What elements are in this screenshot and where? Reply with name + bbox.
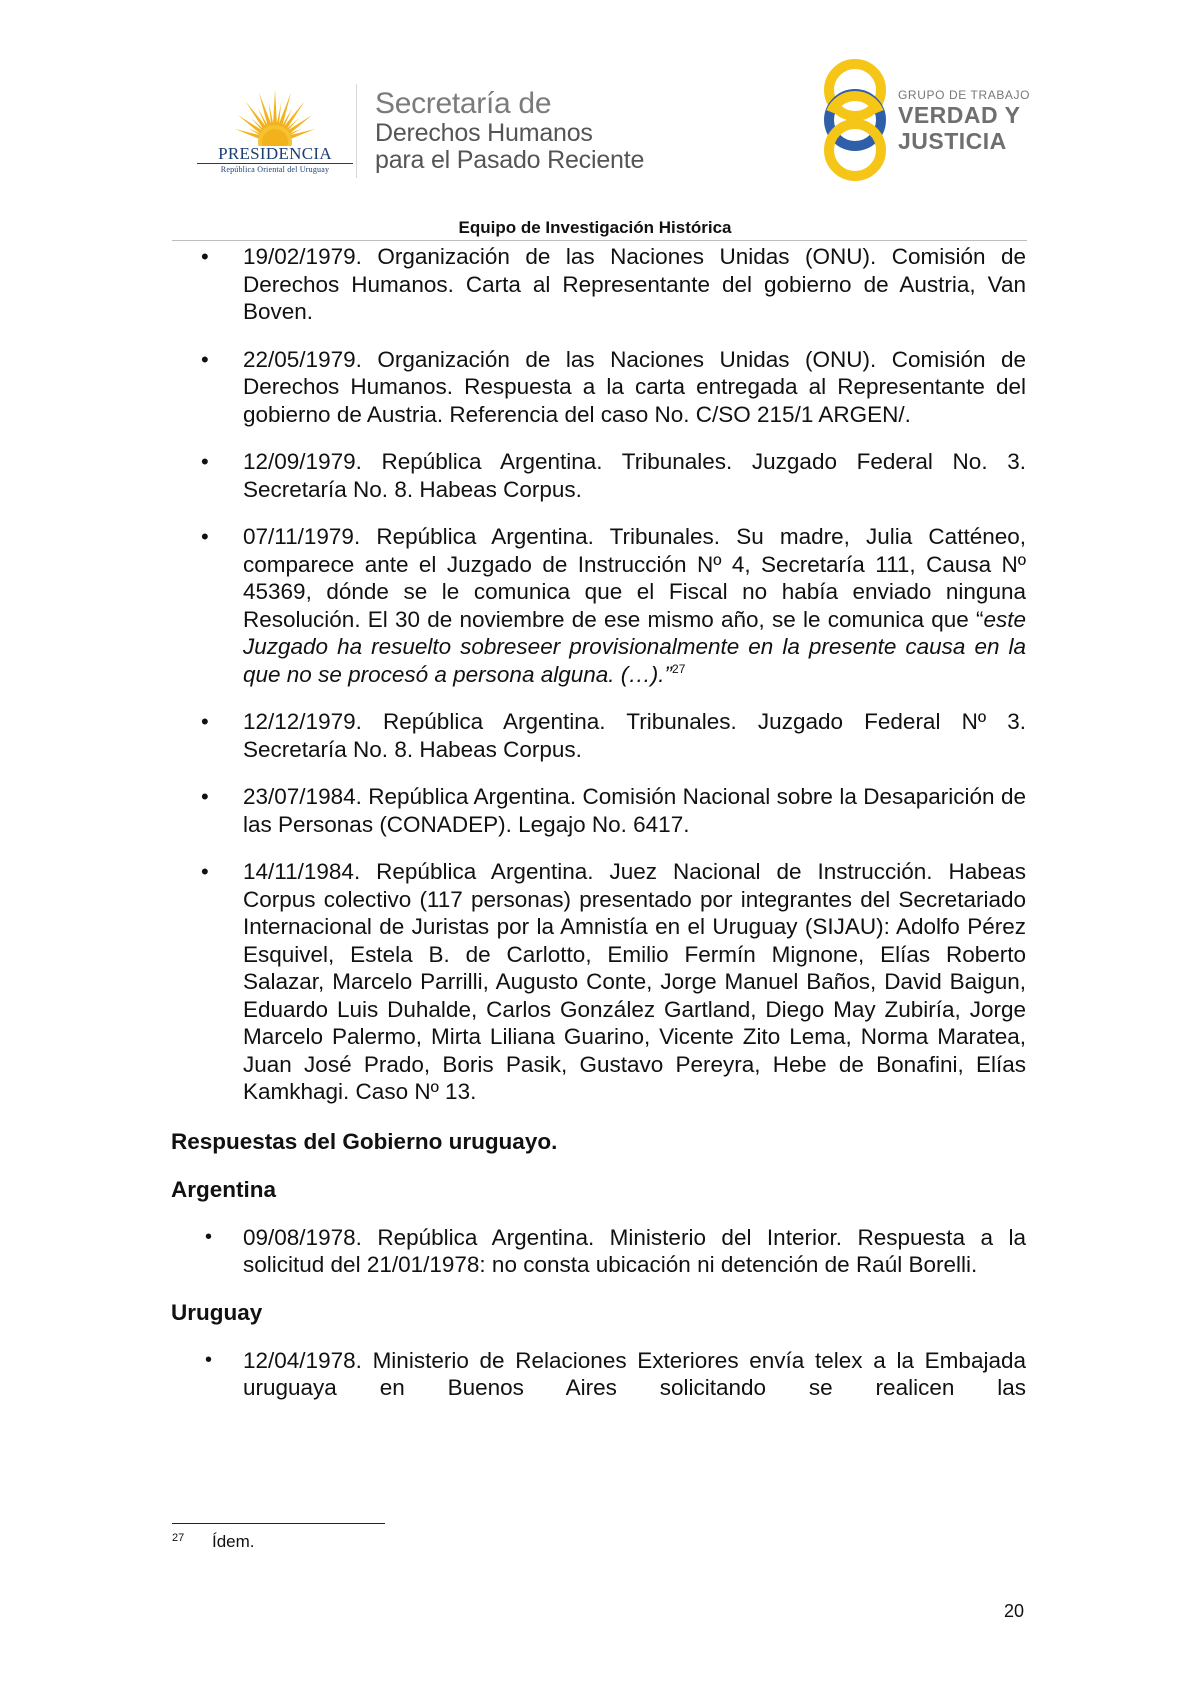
bullet-icon: • xyxy=(201,449,209,474)
verdad-justicia-logo xyxy=(820,56,1030,184)
list-item xyxy=(171,1224,1026,1279)
team-title: Equipo de Investigación Histórica xyxy=(458,218,732,237)
closing-quote: ” xyxy=(664,661,673,687)
secretaria-line-3: para el Pasado Reciente xyxy=(375,146,645,174)
list-item-text: 12/12/1979. República Argentina. Tribunales. Juzgado Federal Nº 3. Secretaría No. 8. Habeas Corpus. xyxy=(243,709,1026,762)
list-item-text: 12/09/1979. República Argentina. Tribunales. Juzgado Federal No. 3. Secretaría No. 8. Habeas Corpus. xyxy=(243,449,1026,502)
list-item-text: 19/02/1979. Organización de las Naciones Unidas (ONU). Comisión de Derechos Humanos. Carta al Representante del gobierno de Austria, Van Boven. xyxy=(243,244,1026,324)
list-item xyxy=(171,346,1026,429)
secretaria-line-2: Derechos Humanos xyxy=(375,119,593,147)
document-body xyxy=(171,243,1026,1422)
list-item-text: 12/04/1978. Ministerio de Relaciones Exteriores envía telex a la Embajada uruguaya en Buenos Aires solicitando se realicen las xyxy=(243,1347,1026,1400)
interlocking-rings-icon xyxy=(820,56,890,184)
list-item-text: 14/11/1984. República Argentina. Juez Nacional de Instrucción. Habeas Corpus colectivo (117 personas) presentado por integrantes del Secretariado Internacional de Juristas por la Amnistía en el Uruguay (SIJAU): Adolfo Pérez Esquivel, Estela B. de Carlotto, Emilio Fermín Mignone, Elías Roberto Salazar, Marcelo Parrilli, Augusto Conte, Jorge Manuel Baños, David Baigun, Eduardo Luis Duhalde, Carlos González Gartland, Diego May Zubiría, Jorge Marcelo Palermo, Mirta Liliana Guarino, Vicente Zito Lema, Norma Maratea, Juan José Prado, Boris Pasik, Gustavo Pereyra, Hebe de Bonafini, Elías Kamkhagi. Caso Nº 13. xyxy=(243,859,1026,1104)
subsection-heading-argentina: Argentina xyxy=(171,1176,277,1202)
page-number: 20 xyxy=(1004,1601,1025,1621)
list-item xyxy=(171,523,1026,688)
quoted-resolution: este Juzgado ha resuelto sobreseer provisionalmente en la presente causa en la que no se procesó a persona alguna. (…). xyxy=(243,606,1026,687)
presidencia-logo xyxy=(197,84,353,180)
bullet-icon: • xyxy=(205,1348,213,1371)
footnote xyxy=(172,1532,255,1552)
list-item-text: 09/08/1978. República Argentina. Ministerio del Interior. Respuesta a la solicitud del 21/01/1978: no consta ubicación ni detención de Raúl Borelli. xyxy=(243,1224,1026,1277)
gtvj-line-3: JUSTICIA xyxy=(898,128,1007,154)
bullet-icon: • xyxy=(201,346,209,372)
footnote-reference[interactable]: 27 xyxy=(672,661,686,676)
presidencia-rule xyxy=(197,163,353,164)
gtvj-line-2: VERDAD Y xyxy=(898,102,1021,128)
event-list xyxy=(171,243,1026,1106)
subsection-heading-uruguay: Uruguay xyxy=(171,1299,263,1325)
list-item-text: 23/07/1984. República Argentina. Comisión Nacional sobre la Desaparición de las Personas (CONADEP). Legajo No. 6417. xyxy=(243,784,1026,837)
list-item-text: 07/11/1979. República Argentina. Tribunales. Su madre, Julia Catténeo, comparece ante el Juzgado de Instrucción Nº 4, Secretaría 111, Causa Nº 45369, dónde se le comunica que el Fiscal no había enviado ninguna Resolución. El 30 de noviembre de ese mismo año, se le comunica que “ xyxy=(243,524,1026,632)
list-item xyxy=(171,243,1026,326)
header-divider xyxy=(356,84,357,178)
list-item xyxy=(171,708,1026,763)
uruguay-list xyxy=(171,1347,1026,1402)
footnote-separator xyxy=(172,1523,385,1524)
bullet-icon: • xyxy=(201,524,209,549)
section-heading: Respuestas del Gobierno uruguayo. xyxy=(171,1128,558,1154)
argentina-list xyxy=(171,1224,1026,1279)
list-item xyxy=(171,783,1026,838)
header-rule xyxy=(172,240,1027,241)
list-item xyxy=(171,858,1026,1106)
bullet-icon: • xyxy=(201,784,209,809)
secretaria-line-1: Secretaría de xyxy=(375,87,552,120)
bullet-icon: • xyxy=(201,859,209,884)
presidencia-wordmark: PRESIDENCIA xyxy=(218,144,332,163)
presidencia-subtitle: República Oriental del Uruguay xyxy=(220,165,330,174)
bullet-icon: • xyxy=(201,709,209,734)
gtvj-line-2-3 xyxy=(898,102,1020,154)
secretaria-wordmark xyxy=(375,88,644,174)
bullet-icon: • xyxy=(201,244,209,269)
list-item-text: 22/05/1979. Organización de las Naciones Unidas (ONU). Comisión de Derechos Humanos. Respuesta a la carta entregada al Representante del gobierno de Austria. Referencia del caso No. C/SO 215/1 ARGEN/. xyxy=(243,346,1026,427)
gtvj-line-1: GRUPO DE TRABAJO xyxy=(898,88,1031,102)
list-item xyxy=(171,1347,1026,1402)
sun-emblem-icon xyxy=(197,84,353,146)
bullet-icon: • xyxy=(205,1225,213,1248)
footnote-number: 27 xyxy=(172,1532,185,1544)
footnote-text: Ídem. xyxy=(212,1532,255,1551)
list-item xyxy=(171,448,1026,503)
